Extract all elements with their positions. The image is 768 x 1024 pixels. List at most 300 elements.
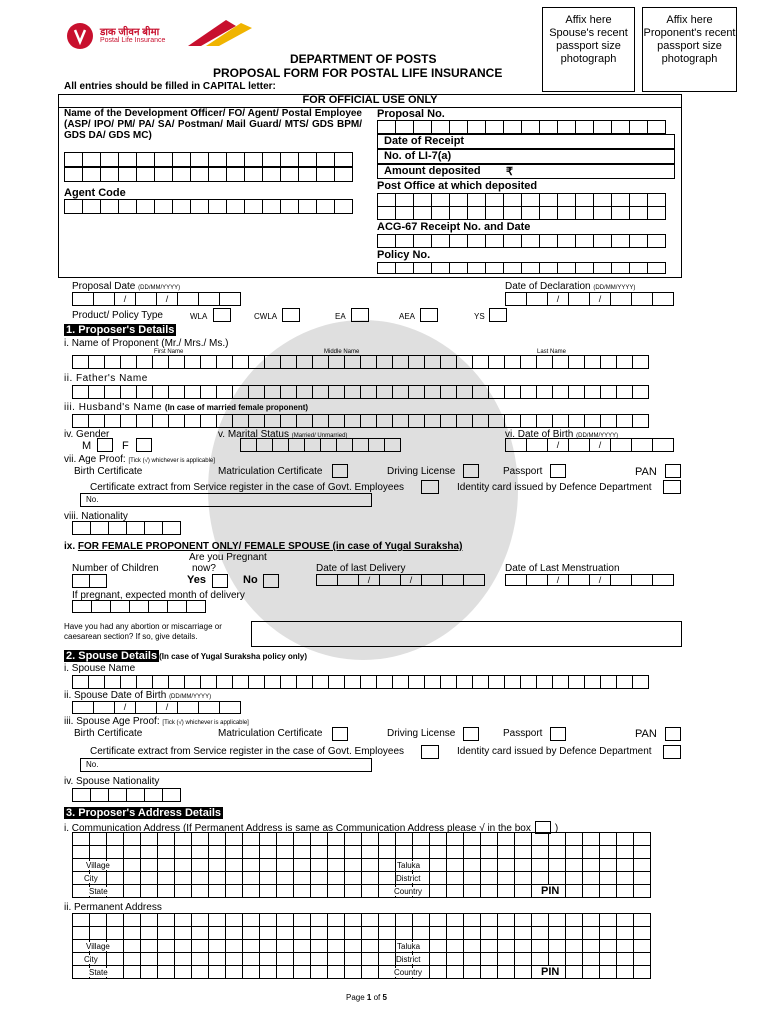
char-cell[interactable]	[242, 965, 260, 979]
char-cell[interactable]	[186, 600, 206, 613]
char-cell[interactable]	[344, 845, 362, 859]
char-cell[interactable]	[140, 965, 158, 979]
char-cell[interactable]	[90, 521, 109, 535]
char-cell[interactable]	[316, 574, 338, 586]
char-cell[interactable]	[262, 152, 281, 167]
char-cell[interactable]	[157, 884, 175, 898]
char-cell[interactable]	[593, 234, 612, 248]
char-cell[interactable]	[446, 884, 464, 898]
char-cell[interactable]	[652, 292, 674, 306]
char-cell[interactable]	[463, 939, 481, 953]
char-cell[interactable]: /	[547, 574, 569, 586]
char-cell[interactable]	[191, 926, 209, 940]
char-cell[interactable]	[582, 939, 600, 953]
char-cell[interactable]	[172, 167, 191, 182]
char-cell[interactable]	[123, 858, 141, 872]
char-cell[interactable]	[526, 438, 548, 452]
char-cell[interactable]	[327, 965, 345, 979]
char-cell[interactable]	[106, 952, 124, 966]
char-cell[interactable]	[276, 913, 294, 927]
char-cell[interactable]	[242, 884, 260, 898]
char-cell[interactable]	[408, 355, 425, 369]
passport-checkbox[interactable]	[550, 464, 566, 478]
char-cell[interactable]	[191, 913, 209, 927]
char-cell[interactable]	[135, 701, 157, 714]
char-cell[interactable]	[334, 152, 353, 167]
char-cell[interactable]	[611, 234, 630, 248]
char-cell[interactable]	[248, 355, 265, 369]
char-cell[interactable]	[240, 438, 257, 452]
char-cell[interactable]	[312, 414, 329, 428]
char-cell[interactable]	[568, 355, 585, 369]
char-cell[interactable]	[216, 385, 233, 399]
char-cell[interactable]	[120, 355, 137, 369]
char-cell[interactable]	[378, 913, 396, 927]
char-cell[interactable]	[100, 152, 119, 167]
char-cell[interactable]	[259, 832, 277, 846]
char-cell[interactable]	[336, 438, 353, 452]
char-cell[interactable]	[526, 292, 548, 306]
char-cell[interactable]	[328, 675, 345, 689]
char-cell[interactable]	[552, 414, 569, 428]
char-cell[interactable]	[631, 574, 653, 586]
char-cell[interactable]	[327, 858, 345, 872]
pregnant-no-checkbox[interactable]	[263, 574, 279, 588]
char-cell[interactable]	[174, 926, 192, 940]
char-cell[interactable]	[575, 120, 594, 134]
char-cell[interactable]	[463, 832, 481, 846]
char-cell[interactable]	[259, 939, 277, 953]
char-cell[interactable]	[312, 675, 329, 689]
char-cell[interactable]	[72, 965, 90, 979]
char-cell[interactable]	[208, 167, 227, 182]
char-cell[interactable]	[344, 939, 362, 953]
char-cell[interactable]	[449, 262, 468, 274]
char-cell[interactable]	[226, 167, 245, 182]
char-cell[interactable]	[485, 234, 504, 248]
char-cell[interactable]	[106, 884, 124, 898]
char-cell[interactable]	[259, 952, 277, 966]
char-cell[interactable]	[190, 152, 209, 167]
char-cell[interactable]	[536, 675, 553, 689]
char-cell[interactable]	[633, 913, 651, 927]
perm-address-line-5[interactable]	[72, 965, 650, 979]
char-cell[interactable]	[647, 193, 666, 207]
char-cell[interactable]	[310, 871, 328, 885]
driving-license-checkbox[interactable]	[463, 464, 479, 478]
char-cell[interactable]	[548, 845, 566, 859]
char-cell[interactable]	[632, 414, 649, 428]
char-cell[interactable]	[480, 858, 498, 872]
char-cell[interactable]	[225, 858, 243, 872]
char-cell[interactable]	[225, 926, 243, 940]
char-cell[interactable]	[505, 292, 527, 306]
char-cell[interactable]	[208, 152, 227, 167]
char-cell[interactable]	[548, 952, 566, 966]
char-cell[interactable]	[64, 199, 83, 214]
char-cell[interactable]	[531, 939, 549, 953]
char-cell[interactable]	[136, 355, 153, 369]
char-cell[interactable]	[565, 845, 583, 859]
char-cell[interactable]	[172, 152, 191, 167]
char-cell[interactable]	[548, 832, 566, 846]
char-cell[interactable]	[225, 832, 243, 846]
char-cell[interactable]	[280, 167, 299, 182]
char-cell[interactable]	[344, 871, 362, 885]
char-cell[interactable]	[225, 939, 243, 953]
char-cell[interactable]	[327, 952, 345, 966]
char-cell[interactable]	[219, 701, 241, 714]
char-cell[interactable]	[378, 858, 396, 872]
char-cell[interactable]	[480, 884, 498, 898]
char-cell[interactable]	[485, 120, 504, 134]
char-cell[interactable]	[488, 355, 505, 369]
char-cell[interactable]	[152, 355, 169, 369]
char-cell[interactable]	[242, 845, 260, 859]
char-cell[interactable]	[531, 832, 549, 846]
char-cell[interactable]	[633, 939, 651, 953]
char-cell[interactable]	[276, 858, 294, 872]
char-cell[interactable]	[140, 832, 158, 846]
char-cell[interactable]	[140, 913, 158, 927]
char-cell[interactable]	[647, 234, 666, 248]
char-cell[interactable]	[565, 939, 583, 953]
char-cell[interactable]	[219, 292, 241, 306]
char-cell[interactable]	[120, 414, 137, 428]
char-cell[interactable]	[276, 845, 294, 859]
char-cell[interactable]	[503, 206, 522, 220]
char-cell[interactable]	[344, 913, 362, 927]
char-cell[interactable]	[312, 355, 329, 369]
char-cell[interactable]	[480, 939, 498, 953]
char-cell[interactable]	[429, 913, 447, 927]
char-cell[interactable]	[184, 675, 201, 689]
char-cell[interactable]	[599, 845, 617, 859]
char-cell[interactable]	[463, 871, 481, 885]
char-cell[interactable]	[344, 414, 361, 428]
char-cell[interactable]	[593, 120, 612, 134]
char-cell[interactable]	[123, 871, 141, 885]
char-cell[interactable]	[565, 884, 583, 898]
char-cell[interactable]	[293, 884, 311, 898]
char-cell[interactable]	[242, 832, 260, 846]
char-cell[interactable]	[157, 832, 175, 846]
proponent-photo-box[interactable]: Affix here Proponent's recent passport size photograph	[642, 7, 737, 92]
char-cell[interactable]	[503, 262, 522, 274]
char-cell[interactable]	[652, 438, 674, 452]
char-cell[interactable]	[408, 414, 425, 428]
spouse-driving-license-checkbox[interactable]	[463, 727, 479, 741]
char-cell[interactable]	[632, 355, 649, 369]
char-cell[interactable]	[174, 858, 192, 872]
char-cell[interactable]	[514, 845, 532, 859]
char-cell[interactable]	[514, 884, 532, 898]
char-cell[interactable]	[616, 385, 633, 399]
char-cell[interactable]	[429, 871, 447, 885]
char-cell[interactable]	[123, 884, 141, 898]
char-cell[interactable]: /	[589, 292, 611, 306]
char-cell[interactable]	[361, 871, 379, 885]
char-cell[interactable]	[629, 234, 648, 248]
char-cell[interactable]	[593, 193, 612, 207]
char-cell[interactable]	[259, 858, 277, 872]
char-cell[interactable]	[208, 845, 226, 859]
char-cell[interactable]	[412, 926, 430, 940]
char-cell[interactable]	[497, 939, 515, 953]
char-cell[interactable]	[157, 913, 175, 927]
char-cell[interactable]	[531, 926, 549, 940]
char-cell[interactable]	[174, 832, 192, 846]
char-cell[interactable]	[93, 292, 115, 306]
char-cell[interactable]	[395, 926, 413, 940]
char-cell[interactable]	[616, 926, 634, 940]
char-cell[interactable]	[244, 199, 263, 214]
char-cell[interactable]	[568, 385, 585, 399]
char-cell[interactable]	[463, 574, 485, 586]
char-cell[interactable]	[136, 199, 155, 214]
char-cell[interactable]	[82, 167, 101, 182]
marital-status-cells[interactable]	[240, 438, 400, 452]
char-cell[interactable]	[575, 206, 594, 220]
char-cell[interactable]	[376, 355, 393, 369]
char-cell[interactable]	[276, 939, 294, 953]
char-cell[interactable]	[264, 675, 281, 689]
char-cell[interactable]	[463, 913, 481, 927]
char-cell[interactable]	[582, 952, 600, 966]
char-cell[interactable]	[446, 871, 464, 885]
perm-address-line-2[interactable]	[72, 926, 650, 940]
char-cell[interactable]	[456, 414, 473, 428]
char-cell[interactable]	[611, 193, 630, 207]
char-cell[interactable]	[446, 845, 464, 859]
char-cell[interactable]	[123, 845, 141, 859]
char-cell[interactable]	[72, 414, 89, 428]
char-cell[interactable]	[174, 871, 192, 885]
char-cell[interactable]	[276, 884, 294, 898]
char-cell[interactable]	[446, 926, 464, 940]
char-cell[interactable]	[140, 939, 158, 953]
char-cell[interactable]	[288, 438, 305, 452]
char-cell[interactable]	[629, 262, 648, 274]
char-cell[interactable]	[421, 574, 443, 586]
char-cell[interactable]	[316, 167, 335, 182]
char-cell[interactable]	[334, 199, 353, 214]
char-cell[interactable]	[521, 120, 540, 134]
char-cell[interactable]	[106, 913, 124, 927]
char-cell[interactable]	[352, 438, 369, 452]
char-cell[interactable]	[344, 832, 362, 846]
char-cell[interactable]	[72, 913, 90, 927]
char-cell[interactable]	[154, 167, 173, 182]
char-cell[interactable]	[136, 385, 153, 399]
char-cell[interactable]	[467, 234, 486, 248]
char-cell[interactable]	[568, 574, 590, 586]
char-cell[interactable]	[424, 355, 441, 369]
char-cell[interactable]	[208, 832, 226, 846]
char-cell[interactable]	[344, 858, 362, 872]
char-cell[interactable]	[225, 952, 243, 966]
post-office-cells-1[interactable]	[377, 193, 665, 207]
abortion-details-field[interactable]	[251, 621, 682, 647]
char-cell[interactable]	[184, 385, 201, 399]
date-of-receipt-field[interactable]	[377, 134, 675, 149]
char-cell[interactable]	[463, 845, 481, 859]
char-cell[interactable]	[568, 675, 585, 689]
char-cell[interactable]	[395, 262, 414, 274]
char-cell[interactable]	[108, 521, 127, 535]
char-cell[interactable]	[442, 574, 464, 586]
char-cell[interactable]	[378, 939, 396, 953]
expected-delivery-cells[interactable]	[72, 600, 205, 613]
char-cell[interactable]	[72, 675, 89, 689]
char-cell[interactable]	[412, 845, 430, 859]
char-cell[interactable]	[123, 939, 141, 953]
char-cell[interactable]	[344, 884, 362, 898]
proposal-date-cells[interactable]	[72, 292, 240, 306]
char-cell[interactable]	[293, 845, 311, 859]
char-cell[interactable]	[565, 871, 583, 885]
char-cell[interactable]	[88, 355, 105, 369]
char-cell[interactable]	[467, 120, 486, 134]
char-cell[interactable]	[248, 675, 265, 689]
char-cell[interactable]	[310, 965, 328, 979]
char-cell[interactable]	[262, 167, 281, 182]
char-cell[interactable]	[152, 385, 169, 399]
char-cell[interactable]	[64, 152, 83, 167]
char-cell[interactable]	[377, 206, 396, 220]
char-cell[interactable]	[293, 926, 311, 940]
char-cell[interactable]	[539, 234, 558, 248]
char-cell[interactable]	[344, 675, 361, 689]
char-cell[interactable]	[610, 438, 632, 452]
char-cell[interactable]	[328, 355, 345, 369]
char-cell[interactable]	[296, 355, 313, 369]
char-cell[interactable]	[497, 832, 515, 846]
char-cell[interactable]	[631, 438, 653, 452]
char-cell[interactable]	[424, 675, 441, 689]
char-cell[interactable]	[539, 262, 558, 274]
policy-option-ea-checkbox[interactable]	[351, 308, 369, 322]
char-cell[interactable]	[136, 152, 155, 167]
comm-address-line-2[interactable]	[72, 845, 650, 859]
char-cell[interactable]	[72, 884, 90, 898]
char-cell[interactable]	[565, 926, 583, 940]
char-cell[interactable]	[633, 952, 651, 966]
char-cell[interactable]	[242, 952, 260, 966]
char-cell[interactable]	[584, 675, 601, 689]
char-cell[interactable]	[446, 965, 464, 979]
char-cell[interactable]	[552, 355, 569, 369]
proponent-name-cells[interactable]	[72, 355, 648, 369]
char-cell[interactable]	[293, 858, 311, 872]
char-cell[interactable]	[575, 262, 594, 274]
char-cell[interactable]	[120, 675, 137, 689]
char-cell[interactable]	[514, 913, 532, 927]
char-cell[interactable]	[191, 884, 209, 898]
char-cell[interactable]	[521, 193, 540, 207]
char-cell[interactable]	[123, 926, 141, 940]
char-cell[interactable]	[208, 965, 226, 979]
char-cell[interactable]	[72, 926, 90, 940]
char-cell[interactable]	[293, 913, 311, 927]
char-cell[interactable]	[106, 845, 124, 859]
char-cell[interactable]	[327, 926, 345, 940]
char-cell[interactable]	[191, 832, 209, 846]
char-cell[interactable]	[616, 355, 633, 369]
char-cell[interactable]	[647, 120, 666, 134]
char-cell[interactable]	[449, 234, 468, 248]
char-cell[interactable]	[208, 199, 227, 214]
char-cell[interactable]	[104, 675, 121, 689]
char-cell[interactable]	[582, 871, 600, 885]
char-cell[interactable]	[106, 871, 124, 885]
char-cell[interactable]	[123, 952, 141, 966]
char-cell[interactable]	[104, 385, 121, 399]
char-cell[interactable]	[276, 926, 294, 940]
char-cell[interactable]	[463, 858, 481, 872]
policy-option-wla-checkbox[interactable]	[213, 308, 231, 322]
gender-f-checkbox[interactable]	[136, 438, 152, 452]
char-cell[interactable]	[575, 234, 594, 248]
char-cell[interactable]	[584, 385, 601, 399]
char-cell[interactable]	[361, 939, 379, 953]
char-cell[interactable]	[413, 193, 432, 207]
char-cell[interactable]	[296, 385, 313, 399]
char-cell[interactable]	[298, 167, 317, 182]
char-cell[interactable]	[242, 913, 260, 927]
char-cell[interactable]	[172, 199, 191, 214]
char-cell[interactable]	[485, 206, 504, 220]
char-cell[interactable]	[157, 845, 175, 859]
char-cell[interactable]	[548, 913, 566, 927]
char-cell[interactable]	[82, 152, 101, 167]
char-cell[interactable]	[191, 939, 209, 953]
char-cell[interactable]	[136, 414, 153, 428]
char-cell[interactable]	[431, 120, 450, 134]
char-cell[interactable]	[582, 845, 600, 859]
char-cell[interactable]	[91, 600, 111, 613]
char-cell[interactable]	[568, 292, 590, 306]
char-cell[interactable]	[600, 385, 617, 399]
char-cell[interactable]	[72, 845, 90, 859]
char-cell[interactable]	[242, 858, 260, 872]
char-cell[interactable]	[526, 574, 548, 586]
char-cell[interactable]	[104, 414, 121, 428]
spouse-matric-cert-checkbox[interactable]	[332, 727, 348, 741]
char-cell[interactable]	[467, 206, 486, 220]
char-cell[interactable]: /	[400, 574, 422, 586]
char-cell[interactable]	[521, 234, 540, 248]
char-cell[interactable]	[456, 355, 473, 369]
char-cell[interactable]	[431, 193, 450, 207]
father-name-cells[interactable]	[72, 385, 648, 399]
char-cell[interactable]	[610, 574, 632, 586]
char-cell[interactable]	[298, 199, 317, 214]
char-cell[interactable]	[191, 871, 209, 885]
char-cell[interactable]	[429, 858, 447, 872]
char-cell[interactable]	[140, 926, 158, 940]
char-cell[interactable]	[135, 292, 157, 306]
char-cell[interactable]	[395, 832, 413, 846]
char-cell[interactable]: /	[156, 292, 178, 306]
char-cell[interactable]	[599, 832, 617, 846]
char-cell[interactable]	[208, 884, 226, 898]
char-cell[interactable]	[616, 414, 633, 428]
char-cell[interactable]	[616, 675, 633, 689]
char-cell[interactable]	[82, 199, 101, 214]
char-cell[interactable]	[174, 939, 192, 953]
char-cell[interactable]	[539, 193, 558, 207]
